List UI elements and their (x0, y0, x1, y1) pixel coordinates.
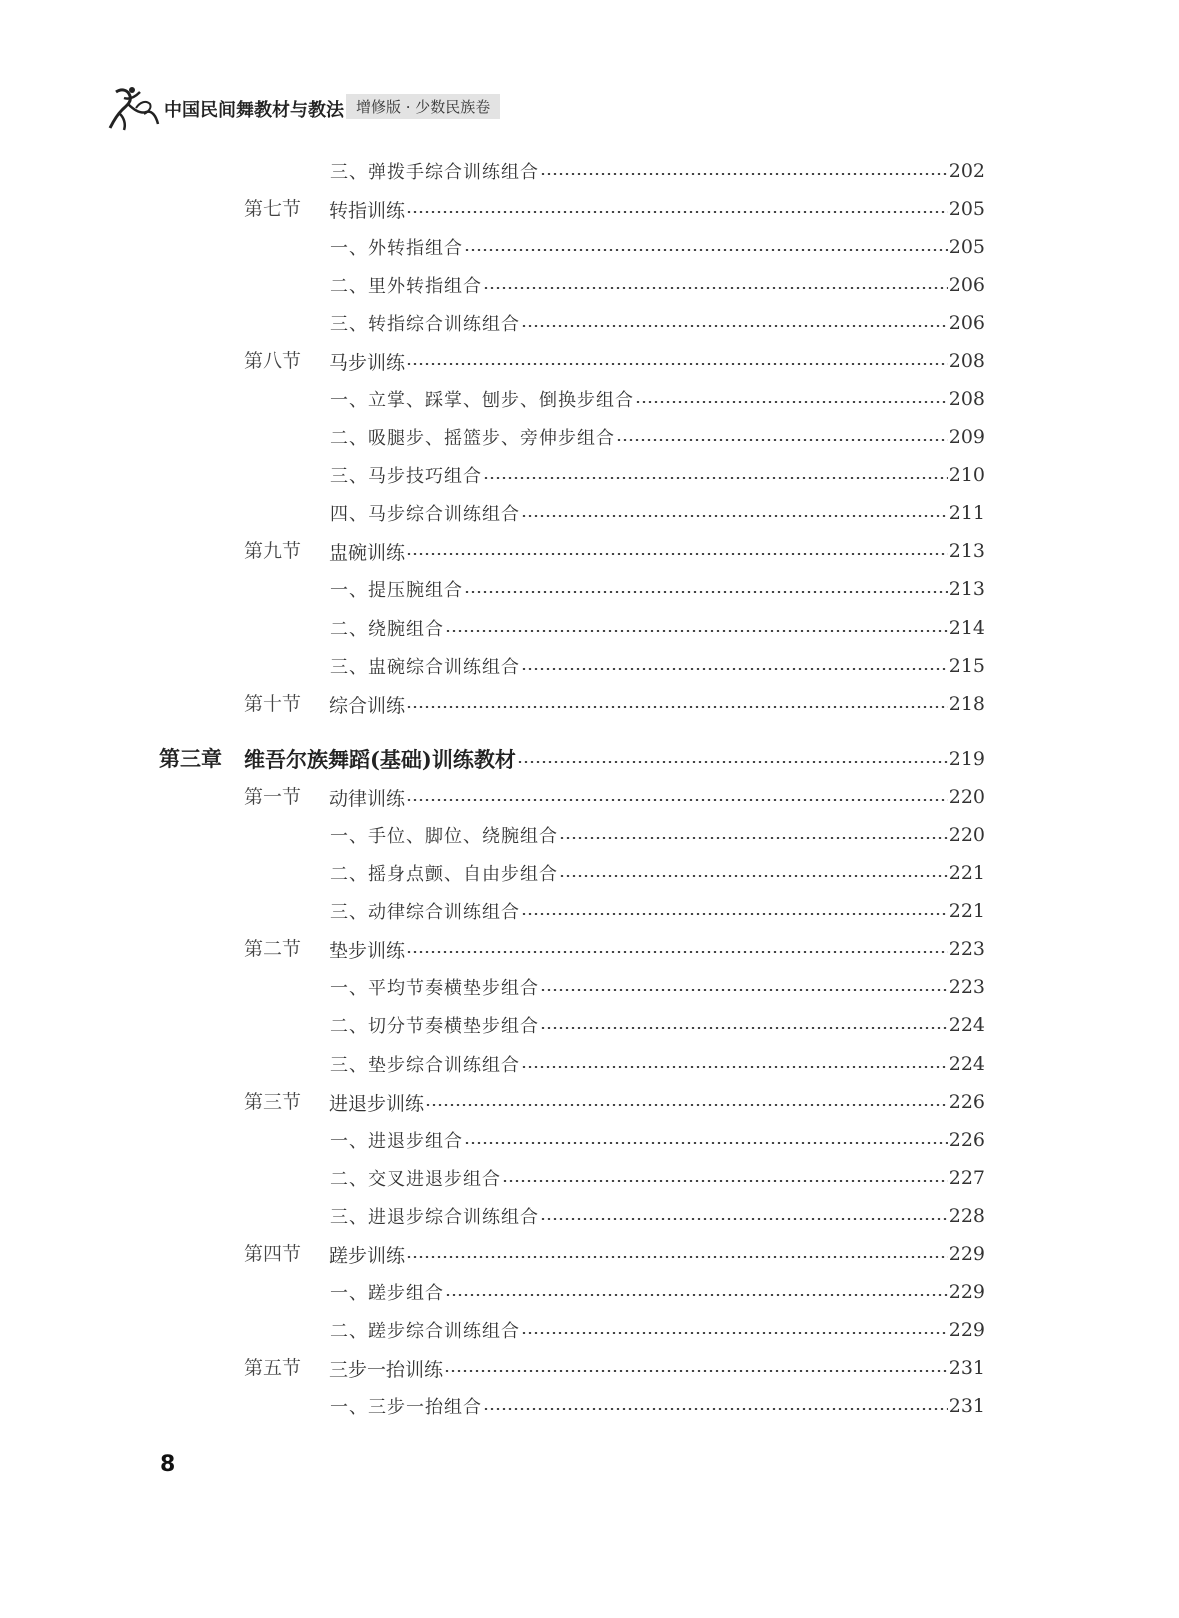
toc-page-number: 226 (948, 1129, 985, 1151)
toc-item-row[interactable] (330, 972, 985, 1002)
toc-section-number: 第二节 (244, 938, 302, 960)
toc-section-number: 第一节 (244, 786, 302, 808)
toc-page-number: 205 (948, 198, 985, 220)
toc-entry-title: 四、马步综合训练组合 (330, 504, 520, 525)
dot-leader (406, 951, 948, 953)
toc-section-number: 第七节 (244, 198, 302, 220)
toc-section-row[interactable] (329, 689, 985, 719)
toc-entry-title: 三、动律综合训练组合 (330, 902, 520, 923)
edition-badge: 增修版 · 少数民族卷 (346, 94, 500, 119)
dot-leader (540, 1218, 948, 1220)
toc-section-row[interactable] (329, 536, 985, 566)
dot-leader (521, 1332, 948, 1334)
toc-item-row[interactable] (330, 422, 985, 452)
toc-entry-title: 综合训练 (329, 694, 406, 717)
toc-entry-title: 一、进退步组合 (330, 1131, 463, 1152)
toc-entry-title: 转指训练 (329, 199, 406, 222)
toc-page-number: 202 (948, 160, 985, 182)
toc-item-row[interactable] (330, 1125, 985, 1155)
toc-item-row[interactable] (330, 156, 985, 186)
dot-leader (483, 477, 948, 479)
toc-entry-title: 三、进退步综合训练组合 (330, 1207, 539, 1228)
toc-section-number: 第三节 (244, 1091, 302, 1113)
toc-section-row[interactable] (329, 1239, 985, 1269)
toc-section-number: 第五节 (244, 1357, 302, 1379)
toc-entry-title: 马步训练 (329, 351, 406, 374)
toc-chapter-number: 第三章 (159, 746, 222, 771)
toc-section-row[interactable] (329, 346, 985, 376)
dot-leader (517, 761, 948, 763)
toc-entry-title: 一、提压腕组合 (330, 580, 463, 601)
toc-section-row[interactable] (329, 194, 985, 224)
toc-page-number: 215 (948, 655, 985, 677)
toc-entry-title: 二、里外转指组合 (330, 276, 482, 297)
toc-item-row[interactable] (330, 1391, 985, 1421)
toc-entry-title: 一、平均节奏横垫步组合 (330, 978, 539, 999)
toc-item-row[interactable] (330, 270, 985, 300)
toc-item-row[interactable] (330, 651, 985, 681)
dot-leader (406, 1256, 948, 1258)
toc-page-number: 221 (948, 900, 985, 922)
toc-section-number: 第十节 (244, 693, 302, 715)
toc-section-row[interactable] (329, 1087, 985, 1117)
toc-page-number: 223 (948, 976, 985, 998)
toc-page-number: 223 (948, 938, 985, 960)
toc-page-number: 227 (948, 1167, 985, 1189)
toc-entry-title: 三、转指综合训练组合 (330, 314, 520, 335)
toc-section-row[interactable] (329, 1353, 985, 1383)
toc-section-number: 第四节 (244, 1243, 302, 1265)
dot-leader (464, 249, 948, 251)
toc-page-number: 224 (948, 1053, 985, 1075)
toc-item-row[interactable] (330, 498, 985, 528)
toc-entry-title: 三、马步技巧组合 (330, 466, 482, 487)
toc-entry-title: 三、盅碗综合训练组合 (330, 657, 520, 678)
toc-item-row[interactable] (330, 574, 985, 604)
toc-page-number: 224 (948, 1014, 985, 1036)
toc-page-number: 221 (948, 862, 985, 884)
toc-item-row[interactable] (330, 1163, 985, 1193)
dot-leader (616, 439, 948, 441)
toc-entry-title: 三、弹拨手综合训练组合 (330, 162, 539, 183)
dancer-logo-icon (106, 84, 162, 134)
dot-leader (406, 211, 948, 213)
toc-item-row[interactable] (330, 858, 985, 888)
toc-page-number: 214 (948, 617, 985, 639)
toc-page-number: 208 (948, 350, 985, 372)
dot-leader (406, 799, 948, 801)
toc-item-row[interactable] (330, 460, 985, 490)
dot-leader (483, 287, 948, 289)
toc-item-row[interactable] (330, 1049, 985, 1079)
toc-entry-title: 一、外转指组合 (330, 238, 463, 259)
toc-entry-title: 二、切分节奏横垫步组合 (330, 1016, 539, 1037)
running-header (106, 84, 526, 134)
toc-item-row[interactable] (330, 896, 985, 926)
toc-entry-title: 三步一抬训练 (329, 1358, 444, 1381)
toc-entry-title: 一、三步一抬组合 (330, 1397, 482, 1418)
dot-leader (521, 913, 948, 915)
dot-leader (559, 875, 948, 877)
toc-item-row[interactable] (330, 308, 985, 338)
toc-page-number: 208 (948, 388, 985, 410)
dot-leader (464, 591, 948, 593)
toc-entry-title: 一、蹉步组合 (330, 1283, 444, 1304)
toc-section-number: 第八节 (244, 350, 302, 372)
dot-leader (540, 1027, 948, 1029)
dot-leader (559, 837, 948, 839)
toc-section-number: 第九节 (244, 540, 302, 562)
dot-leader (540, 173, 948, 175)
dot-leader (445, 1294, 948, 1296)
page-number: 8 (160, 1452, 176, 1477)
toc-entry-title: 二、蹉步综合训练组合 (330, 1321, 520, 1342)
toc-page-number: 205 (948, 236, 985, 258)
dot-leader (502, 1180, 948, 1182)
toc-page-number: 229 (948, 1281, 985, 1303)
dot-leader (425, 1104, 948, 1106)
dot-leader (483, 1408, 948, 1410)
toc-page-number: 209 (948, 426, 985, 448)
dot-leader (406, 706, 948, 708)
dot-leader (406, 553, 948, 555)
toc-page-number: 228 (948, 1205, 985, 1227)
toc-item-row[interactable] (330, 1201, 985, 1231)
toc-page-number: 213 (948, 540, 985, 562)
toc-item-row[interactable] (330, 232, 985, 262)
toc-section-row[interactable] (329, 934, 985, 964)
dot-leader (521, 515, 948, 517)
dot-leader (406, 363, 948, 365)
dot-leader (445, 630, 948, 632)
toc-item-row[interactable] (330, 1315, 985, 1345)
toc-page-number: 229 (948, 1319, 985, 1341)
toc-entry-title: 三、垫步综合训练组合 (330, 1055, 520, 1076)
toc-entry-title: 动律训练 (329, 787, 406, 810)
book-title: 中国民间舞教材与教法 (164, 100, 344, 121)
toc-page-number: 213 (948, 578, 985, 600)
toc-chapter-row[interactable] (244, 744, 985, 774)
toc-page-number: 206 (948, 274, 985, 296)
toc-item-row[interactable] (330, 820, 985, 850)
dot-leader (444, 1370, 948, 1372)
toc-item-row[interactable] (330, 384, 985, 414)
dot-leader (540, 989, 948, 991)
toc-entry-title: 二、摇身点颤、自由步组合 (330, 864, 558, 885)
toc-page-number: 231 (948, 1357, 985, 1379)
toc-page-number: 226 (948, 1091, 985, 1113)
toc-entry-title: 二、吸腿步、摇篮步、旁伸步组合 (330, 428, 615, 449)
toc-entry-title: 二、绕腕组合 (330, 619, 444, 640)
toc-entry-title: 进退步训练 (329, 1092, 425, 1115)
toc-section-row[interactable] (329, 782, 985, 812)
toc-entry-title: 一、手位、脚位、绕腕组合 (330, 826, 558, 847)
toc-page-number: 218 (948, 693, 985, 715)
toc-entry-title: 垫步训练 (329, 939, 406, 962)
toc-page-number: 220 (948, 786, 985, 808)
dot-leader (464, 1142, 948, 1144)
toc-item-row[interactable] (330, 613, 985, 643)
toc-entry-title: 维吾尔族舞蹈(基础)训练教材 (244, 747, 516, 772)
toc-page-number: 210 (948, 464, 985, 486)
toc-page-number: 231 (948, 1395, 985, 1417)
toc-entry-title: 盅碗训练 (329, 541, 406, 564)
dot-leader (521, 1066, 948, 1068)
toc-entry-title: 蹉步训练 (329, 1244, 406, 1267)
dot-leader (635, 401, 948, 403)
toc-page-number: 229 (948, 1243, 985, 1265)
toc-page-number: 211 (948, 502, 985, 524)
dot-leader (521, 325, 948, 327)
toc-item-row[interactable] (330, 1010, 985, 1040)
toc-item-row[interactable] (330, 1277, 985, 1307)
toc-entry-title: 二、交叉进退步组合 (330, 1169, 501, 1190)
toc-entry-title: 一、立掌、踩掌、刨步、倒换步组合 (330, 390, 634, 411)
toc-page-number: 220 (948, 824, 985, 846)
dot-leader (521, 668, 948, 670)
toc-page-number: 219 (948, 748, 985, 770)
toc-page-number: 206 (948, 312, 985, 334)
